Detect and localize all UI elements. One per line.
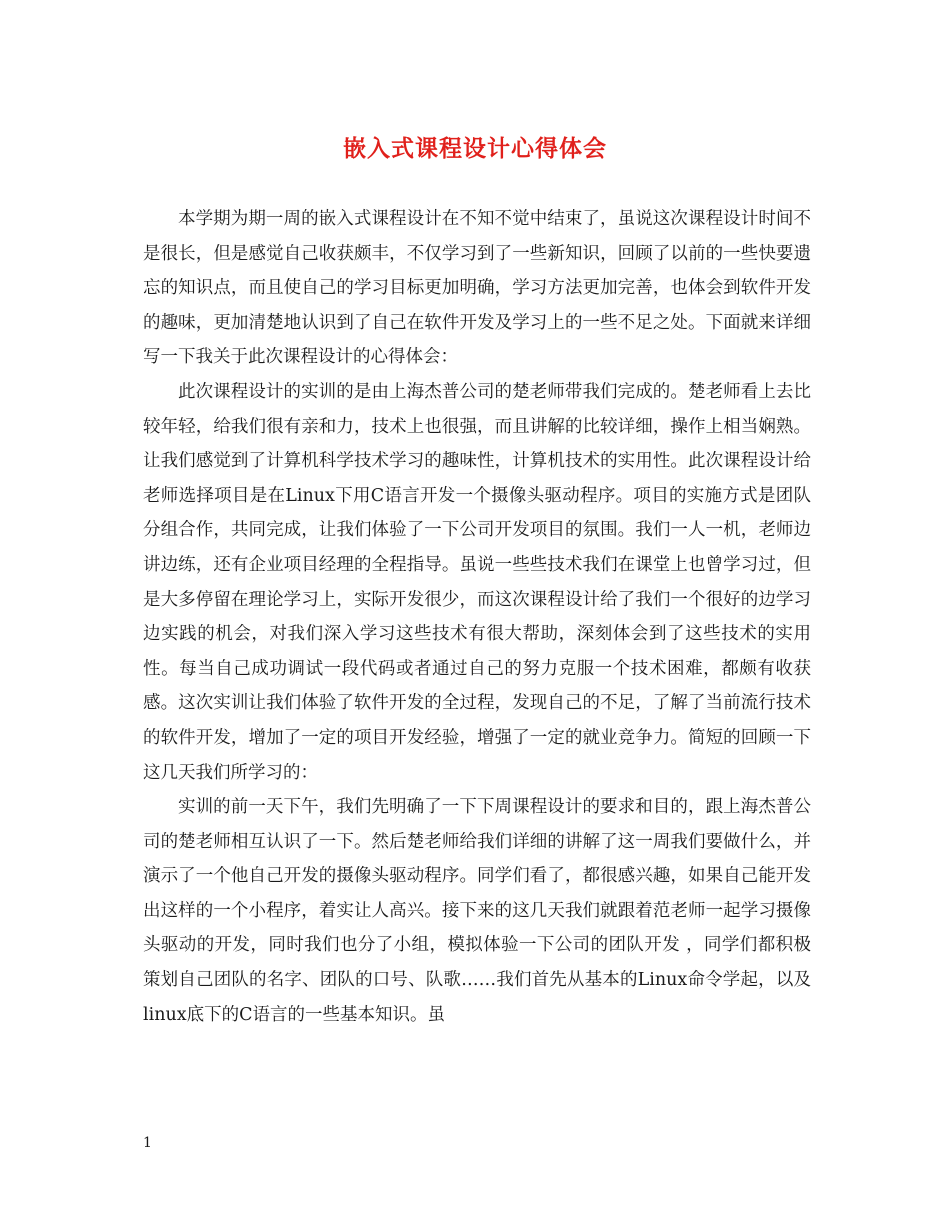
document-body (143, 202, 811, 1032)
paragraph-intro: 本学期为期一周的嵌入式课程设计在不知不觉中结束了，虽说这次课程设计时间不是很长，但是感觉自己收获颇丰，不仅学习到了一些新知识，回顾了以前的一些快要遗忘的知识点，而且使自己的学习目标更加明确，学习方法更加完善，也体会到软件开发的趣味，更加清楚地认识到了自己在软件开发及学习上的一些不足之处。下面就来详细写一下我关于此次课程设计的心得体会： (143, 209, 811, 368)
page-number: 1 (143, 1135, 152, 1151)
paragraph-first-day: 实训的前一天下午，我们先明确了一下下周课程设计的要求和目的，跟上海杰普公司的楚老师相互认识了一下。然后楚老师给我们详细的讲解了这一周我们要做什么，并演示了一个他自己开发的摄像头驱动程序。同学们看了，都很感兴趣，如果自己能开发出这样的一个小程序，着实让人高兴。接下来的这几天我们就跟着范老师一起学习摄像头驱动的开发，同时我们也分了小组，模拟体验一下公司的团队开发 ，同学们都积极策划自己团队的名字、团队的口号、队歌……我们首先从基本的Linux命令学起，以及linux底下的C语言的一些基本知识。虽 (143, 797, 811, 1025)
document-title: 嵌入式课程设计心得体会 (343, 135, 607, 162)
paragraph-training: 此次课程设计的实训的是由上海杰普公司的楚老师带我们完成的。楚老师看上去比较年轻，给我们很有亲和力，技术上也很强，而且讲解的比较详细，操作上相当娴熟。让我们感觉到了计算机科学技术学习的趣味性，计算机技术的实用性。此次课程设计给老师选择项目是在Linux下用C语言开发一个摄像头驱动程序。项目的实施方式是团队分组合作，共同完成，让我们体验了一下公司开发项目的氛围。我们一人一机，老师边讲边练，还有企业项目经理的全程指导。虽说一些些技术我们在课堂上也曾学习过，但是大多停留在理论学习上，实际开发很少，而这次课程设计给了我们一个很好的边学习边实践的机会，对我们深入学习这些技术有很大帮助，深刻体会到了这些技术的实用性。每当自己成功调试一段代码或者通过自己的努力克服一个技术困难，都颇有收获感。这次实训让我们体验了软件开发的全过程，发现自己的不足，了解了当前流行技术的软件开发，增加了一定的项目开发经验，增强了一定的就业竞争力。简短的回顾一下这几天我们所学习的： (143, 381, 811, 783)
